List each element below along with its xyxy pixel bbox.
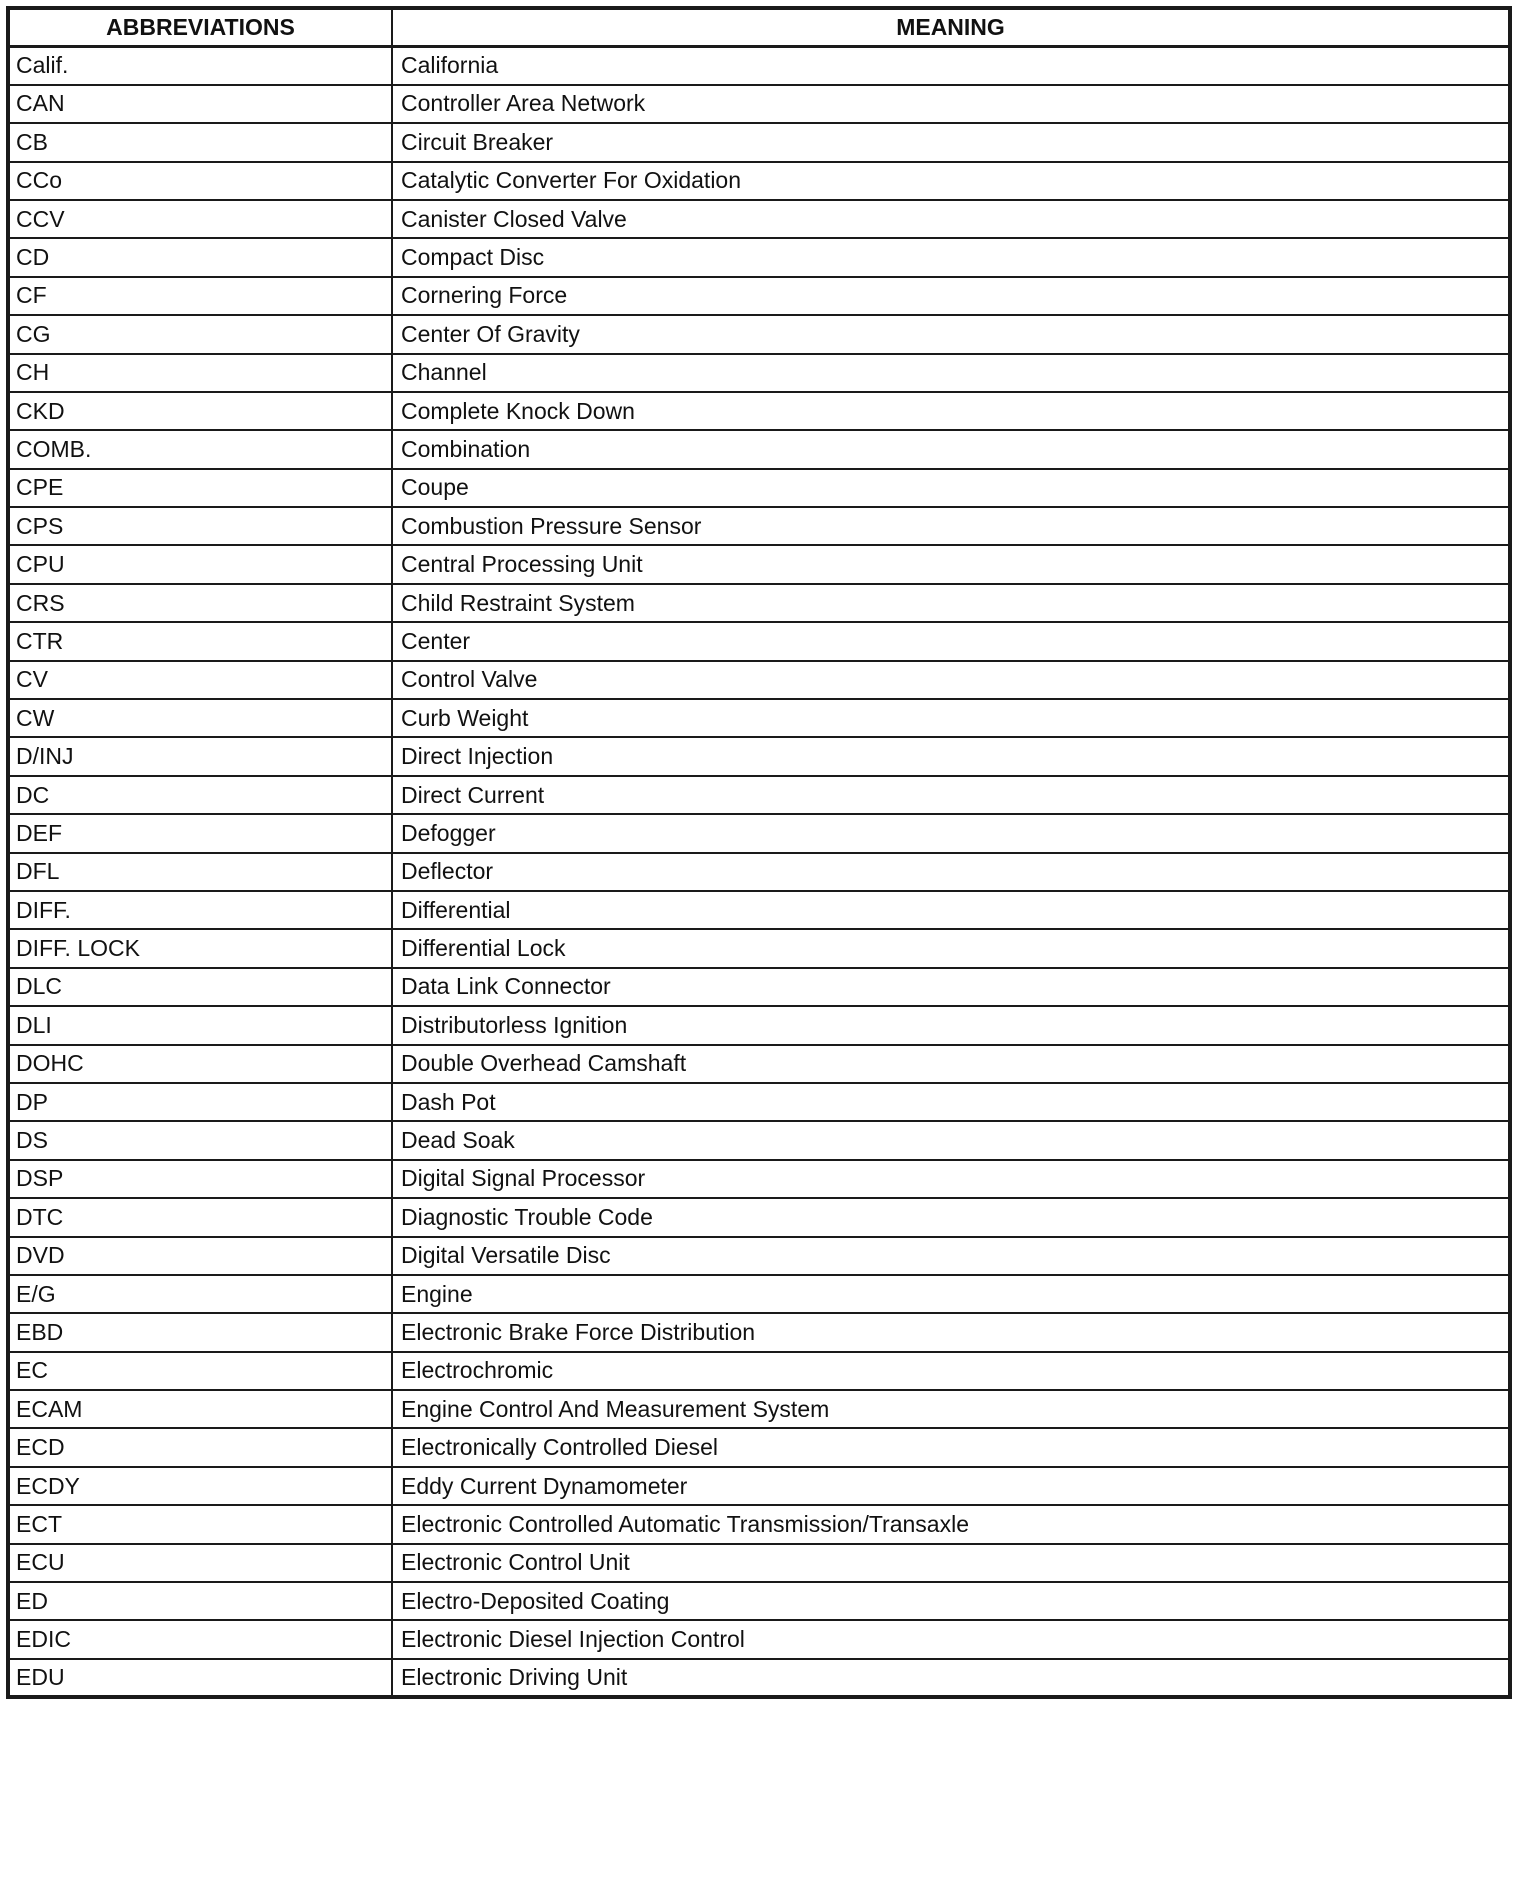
meaning-cell: Defogger: [392, 814, 1510, 852]
meaning-cell: Controller Area Network: [392, 85, 1510, 123]
meaning-cell: Complete Knock Down: [392, 392, 1510, 430]
table-row: [8, 1083, 1510, 1121]
abbreviation-cell: ECT: [8, 1505, 392, 1543]
meaning-cell: Electronic Driving Unit: [392, 1659, 1510, 1697]
abbreviation-cell: CD: [8, 238, 392, 276]
header-meaning: MEANING: [392, 8, 1510, 46]
table-row: [8, 1121, 1510, 1159]
table-row: [8, 1544, 1510, 1582]
table-row: [8, 929, 1510, 967]
header-abbreviations: ABBREVIATIONS: [8, 8, 392, 46]
abbreviation-cell: CPE: [8, 469, 392, 507]
meaning-cell: Electronically Controlled Diesel: [392, 1428, 1510, 1466]
abbreviation-cell: CCV: [8, 200, 392, 238]
table-row: [8, 814, 1510, 852]
table-row: [8, 1275, 1510, 1313]
meaning-cell: Electronic Diesel Injection Control: [392, 1620, 1510, 1658]
abbreviation-cell: CRS: [8, 584, 392, 622]
abbreviation-cell: EBD: [8, 1313, 392, 1351]
table-row: [8, 1620, 1510, 1658]
table-row: [8, 1505, 1510, 1543]
meaning-cell: Circuit Breaker: [392, 123, 1510, 161]
table-row: [8, 584, 1510, 622]
meaning-cell: Distributorless Ignition: [392, 1006, 1510, 1044]
meaning-cell: Compact Disc: [392, 238, 1510, 276]
table-row: [8, 1467, 1510, 1505]
abbreviation-cell: CH: [8, 354, 392, 392]
table-row: [8, 277, 1510, 315]
meaning-cell: Dead Soak: [392, 1121, 1510, 1159]
meaning-cell: Deflector: [392, 853, 1510, 891]
abbreviation-cell: ECD: [8, 1428, 392, 1466]
meaning-cell: Differential: [392, 891, 1510, 929]
table-row: [8, 1582, 1510, 1620]
table-row: [8, 507, 1510, 545]
table-row: [8, 968, 1510, 1006]
abbreviation-cell: EDU: [8, 1659, 392, 1697]
table-row: [8, 430, 1510, 468]
meaning-cell: Center: [392, 622, 1510, 660]
table-row: [8, 699, 1510, 737]
abbreviation-cell: DP: [8, 1083, 392, 1121]
meaning-cell: Engine: [392, 1275, 1510, 1313]
abbreviation-cell: CV: [8, 661, 392, 699]
meaning-cell: Curb Weight: [392, 699, 1510, 737]
table-row: [8, 776, 1510, 814]
abbreviation-cell: COMB.: [8, 430, 392, 468]
table-row: [8, 200, 1510, 238]
abbreviation-cell: DTC: [8, 1198, 392, 1236]
abbreviation-cell: CCo: [8, 162, 392, 200]
meaning-cell: Electronic Brake Force Distribution: [392, 1313, 1510, 1351]
table-row: [8, 162, 1510, 200]
meaning-cell: Canister Closed Valve: [392, 200, 1510, 238]
table-row: [8, 1390, 1510, 1428]
meaning-cell: Electrochromic: [392, 1352, 1510, 1390]
meaning-cell: Catalytic Converter For Oxidation: [392, 162, 1510, 200]
table-row: [8, 238, 1510, 276]
abbreviation-cell: CPU: [8, 545, 392, 583]
table-row: [8, 469, 1510, 507]
abbreviation-cell: CAN: [8, 85, 392, 123]
abbreviation-cell: DLI: [8, 1006, 392, 1044]
meaning-cell: Diagnostic Trouble Code: [392, 1198, 1510, 1236]
abbreviation-cell: DLC: [8, 968, 392, 1006]
table-row: [8, 1045, 1510, 1083]
meaning-cell: Digital Signal Processor: [392, 1160, 1510, 1198]
meaning-cell: Double Overhead Camshaft: [392, 1045, 1510, 1083]
meaning-cell: California: [392, 46, 1510, 84]
table-row: [8, 1237, 1510, 1275]
table-row: [8, 1313, 1510, 1351]
abbreviation-cell: DFL: [8, 853, 392, 891]
abbreviation-cell: CF: [8, 277, 392, 315]
table-row: [8, 354, 1510, 392]
abbreviation-cell: Calif.: [8, 46, 392, 84]
meaning-cell: Direct Injection: [392, 737, 1510, 775]
table-row: [8, 1198, 1510, 1236]
abbreviation-cell: ECU: [8, 1544, 392, 1582]
meaning-cell: Control Valve: [392, 661, 1510, 699]
table-row: [8, 1160, 1510, 1198]
meaning-cell: Eddy Current Dynamometer: [392, 1467, 1510, 1505]
abbreviation-cell: DVD: [8, 1237, 392, 1275]
abbreviation-cell: CW: [8, 699, 392, 737]
table-row: [8, 545, 1510, 583]
abbreviation-cell: DSP: [8, 1160, 392, 1198]
meaning-cell: Dash Pot: [392, 1083, 1510, 1121]
meaning-cell: Coupe: [392, 469, 1510, 507]
meaning-cell: Central Processing Unit: [392, 545, 1510, 583]
meaning-cell: Differential Lock: [392, 929, 1510, 967]
meaning-cell: Engine Control And Measurement System: [392, 1390, 1510, 1428]
abbreviation-cell: DOHC: [8, 1045, 392, 1083]
table-row: [8, 85, 1510, 123]
table-header-row: [8, 8, 1510, 46]
abbreviation-cell: DEF: [8, 814, 392, 852]
meaning-cell: Cornering Force: [392, 277, 1510, 315]
abbreviation-cell: CTR: [8, 622, 392, 660]
abbreviation-cell: CKD: [8, 392, 392, 430]
table-body: [8, 46, 1510, 1697]
meaning-cell: Combustion Pressure Sensor: [392, 507, 1510, 545]
table-row: [8, 46, 1510, 84]
table-row: [8, 661, 1510, 699]
abbreviation-cell: DIFF. LOCK: [8, 929, 392, 967]
table-row: [8, 1352, 1510, 1390]
table-row: [8, 853, 1510, 891]
abbreviation-cell: ECAM: [8, 1390, 392, 1428]
abbreviation-cell: EDIC: [8, 1620, 392, 1658]
meaning-cell: Digital Versatile Disc: [392, 1237, 1510, 1275]
meaning-cell: Combination: [392, 430, 1510, 468]
meaning-cell: Channel: [392, 354, 1510, 392]
table-row: [8, 392, 1510, 430]
meaning-cell: Electro-Deposited Coating: [392, 1582, 1510, 1620]
table-row: [8, 1006, 1510, 1044]
table-row: [8, 1428, 1510, 1466]
table-row: [8, 622, 1510, 660]
meaning-cell: Child Restraint System: [392, 584, 1510, 622]
meaning-cell: Data Link Connector: [392, 968, 1510, 1006]
table-row: [8, 123, 1510, 161]
abbreviation-cell: CPS: [8, 507, 392, 545]
meaning-cell: Center Of Gravity: [392, 315, 1510, 353]
abbreviation-cell: DC: [8, 776, 392, 814]
table-row: [8, 891, 1510, 929]
meaning-cell: Electronic Control Unit: [392, 1544, 1510, 1582]
abbreviation-cell: CB: [8, 123, 392, 161]
abbreviation-cell: EC: [8, 1352, 392, 1390]
abbreviation-cell: ECDY: [8, 1467, 392, 1505]
abbreviation-cell: DIFF.: [8, 891, 392, 929]
table-row: [8, 737, 1510, 775]
table-row: [8, 315, 1510, 353]
abbreviation-cell: DS: [8, 1121, 392, 1159]
abbreviations-table: [6, 6, 1512, 1699]
abbreviation-cell: ED: [8, 1582, 392, 1620]
abbreviation-cell: E/G: [8, 1275, 392, 1313]
table-row: [8, 1659, 1510, 1697]
abbreviation-cell: D/INJ: [8, 737, 392, 775]
meaning-cell: Direct Current: [392, 776, 1510, 814]
meaning-cell: Electronic Controlled Automatic Transmission/Transaxle: [392, 1505, 1510, 1543]
abbreviation-cell: CG: [8, 315, 392, 353]
